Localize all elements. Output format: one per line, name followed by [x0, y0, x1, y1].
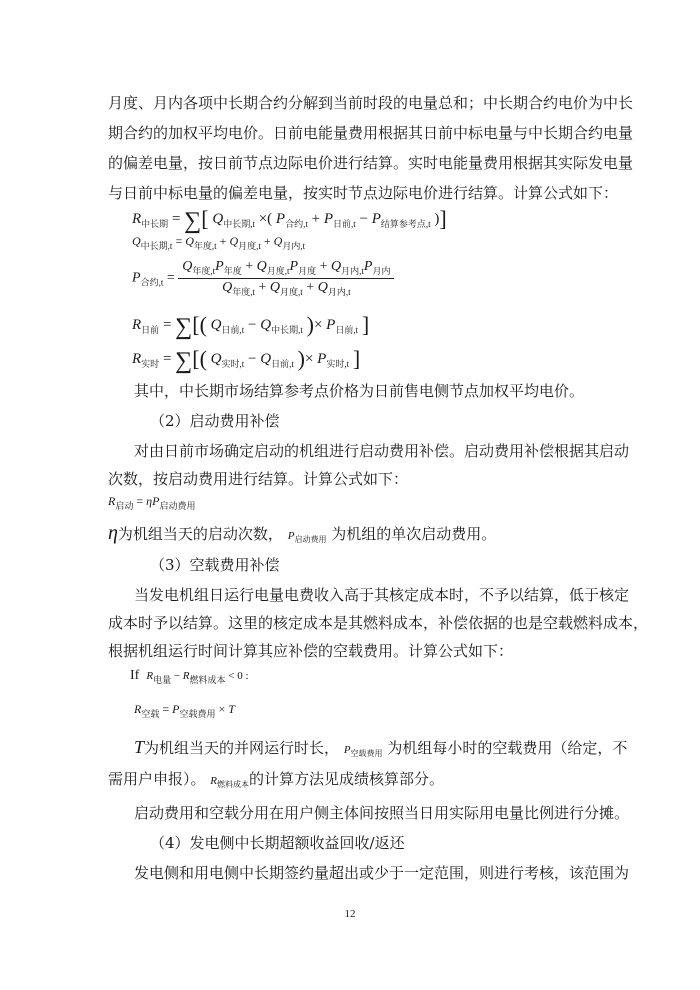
formula-p-hy: $P_{合约,t}$ = $Q_{年度,t}P_{年度} + Q_{月度,t}P_{月度} + Q_{月内,t}P_{月内}$ $Q_{年度,t} + Q_{月度,t} + Q_{月内,t}$ [132, 259, 394, 298]
formula-r-zcq: $R_{中长期}$ = ∑[ $Q_{中长期,t}$ ×( $P_{合约,t} + P_{日前,t} - P_{结算参考点,t}$ )] [132, 206, 447, 234]
page-number: 12 [344, 908, 356, 920]
paragraph-line: 月度、月内各项中长期合约分解到当前时段的电量总和；中长期合约电价为中长 [108, 94, 634, 112]
paragraph-line: 其中，中长期市场结算参考点价格为日前售电侧节点加权平均电价。 [134, 382, 585, 400]
paragraph-line: 成本时予以结算。这里的核定成本是其燃料成本，补偿依据的也是空载燃料成本， [108, 614, 649, 632]
t-description: T为机组当天的并网运行时长， $P_{空载费用}$ 为机组每小时的空载费用（给定，不 [134, 737, 628, 758]
paragraph-line: 期合约的加权平均电价。日前电能量费用根据其日前中标电量与中长期合约电量 [108, 124, 634, 142]
paragraph-line: 对由日前市场确定启动的机组进行启动费用补偿。启动费用补偿根据其启动 [134, 442, 630, 460]
section-heading: （3）空载费用补偿 [150, 556, 280, 574]
paragraph-line: 发电侧和用电侧中长期签约量超出或少于一定范围，则进行考核，该范围为 [134, 864, 630, 882]
section-heading: （2）启动费用补偿 [150, 412, 280, 430]
formula-r-qd: $R_{启动} = \eta P_{启动费用}$ [108, 494, 196, 511]
formula-r-kz: $R_{空载} = P_{空载费用} \times T$ [134, 702, 235, 719]
formula-q-zcq: $Q_{中长期,t} = Q_{年度,t} + Q_{月度,t} + Q_{月内,t}$ [132, 234, 306, 251]
paragraph-line: 根据机组运行时间计算其应补偿的空载费用。计算公式如下： [108, 642, 514, 660]
formula-r-ss: $R_{实时}$ = ∑[( $Q_{实时,t} - Q_{日前,t}$ )× $P_{实时,t}$ ] [132, 346, 361, 374]
formula-if-condition: If $R_{电量} - R_{燃料成本} < 0$ : [130, 668, 249, 685]
paragraph-line: 启动费用和空载分用在用户侧主体间按照当日用实际用电量比例进行分摊。 [134, 804, 630, 822]
paragraph-line: 的偏差电量，按日前节点边际电价进行结算。实时电能量费用根据其实际发电量 [108, 154, 634, 172]
paragraph-line: 当发电机组日运行电量电费收入高于其核定成本时，不予以结算，低于核定 [134, 586, 630, 604]
t-description-cont: 需用户申报）。 $R_{燃料成本}$的计算方法见成绩核算部分。 [108, 770, 445, 789]
paragraph-line: 与日前中标电量的偏差电量，按实时节点边际电价进行结算。计算公式如下： [108, 184, 619, 202]
eta-description: η为机组当天的启动次数， $P_{启动费用}$ 为机组的单次启动费用。 [108, 522, 497, 544]
section-heading: （4）发电侧中长期超额收益回收/返还 [150, 834, 405, 852]
paragraph-line: 次数，按启动费用进行结算。计算公式如下： [108, 470, 409, 488]
formula-r-rq: $R_{日前}$ = ∑[( $Q_{日前,t} - Q_{中长期,t}$ )× $P_{日前,t}$ ] [132, 312, 370, 340]
